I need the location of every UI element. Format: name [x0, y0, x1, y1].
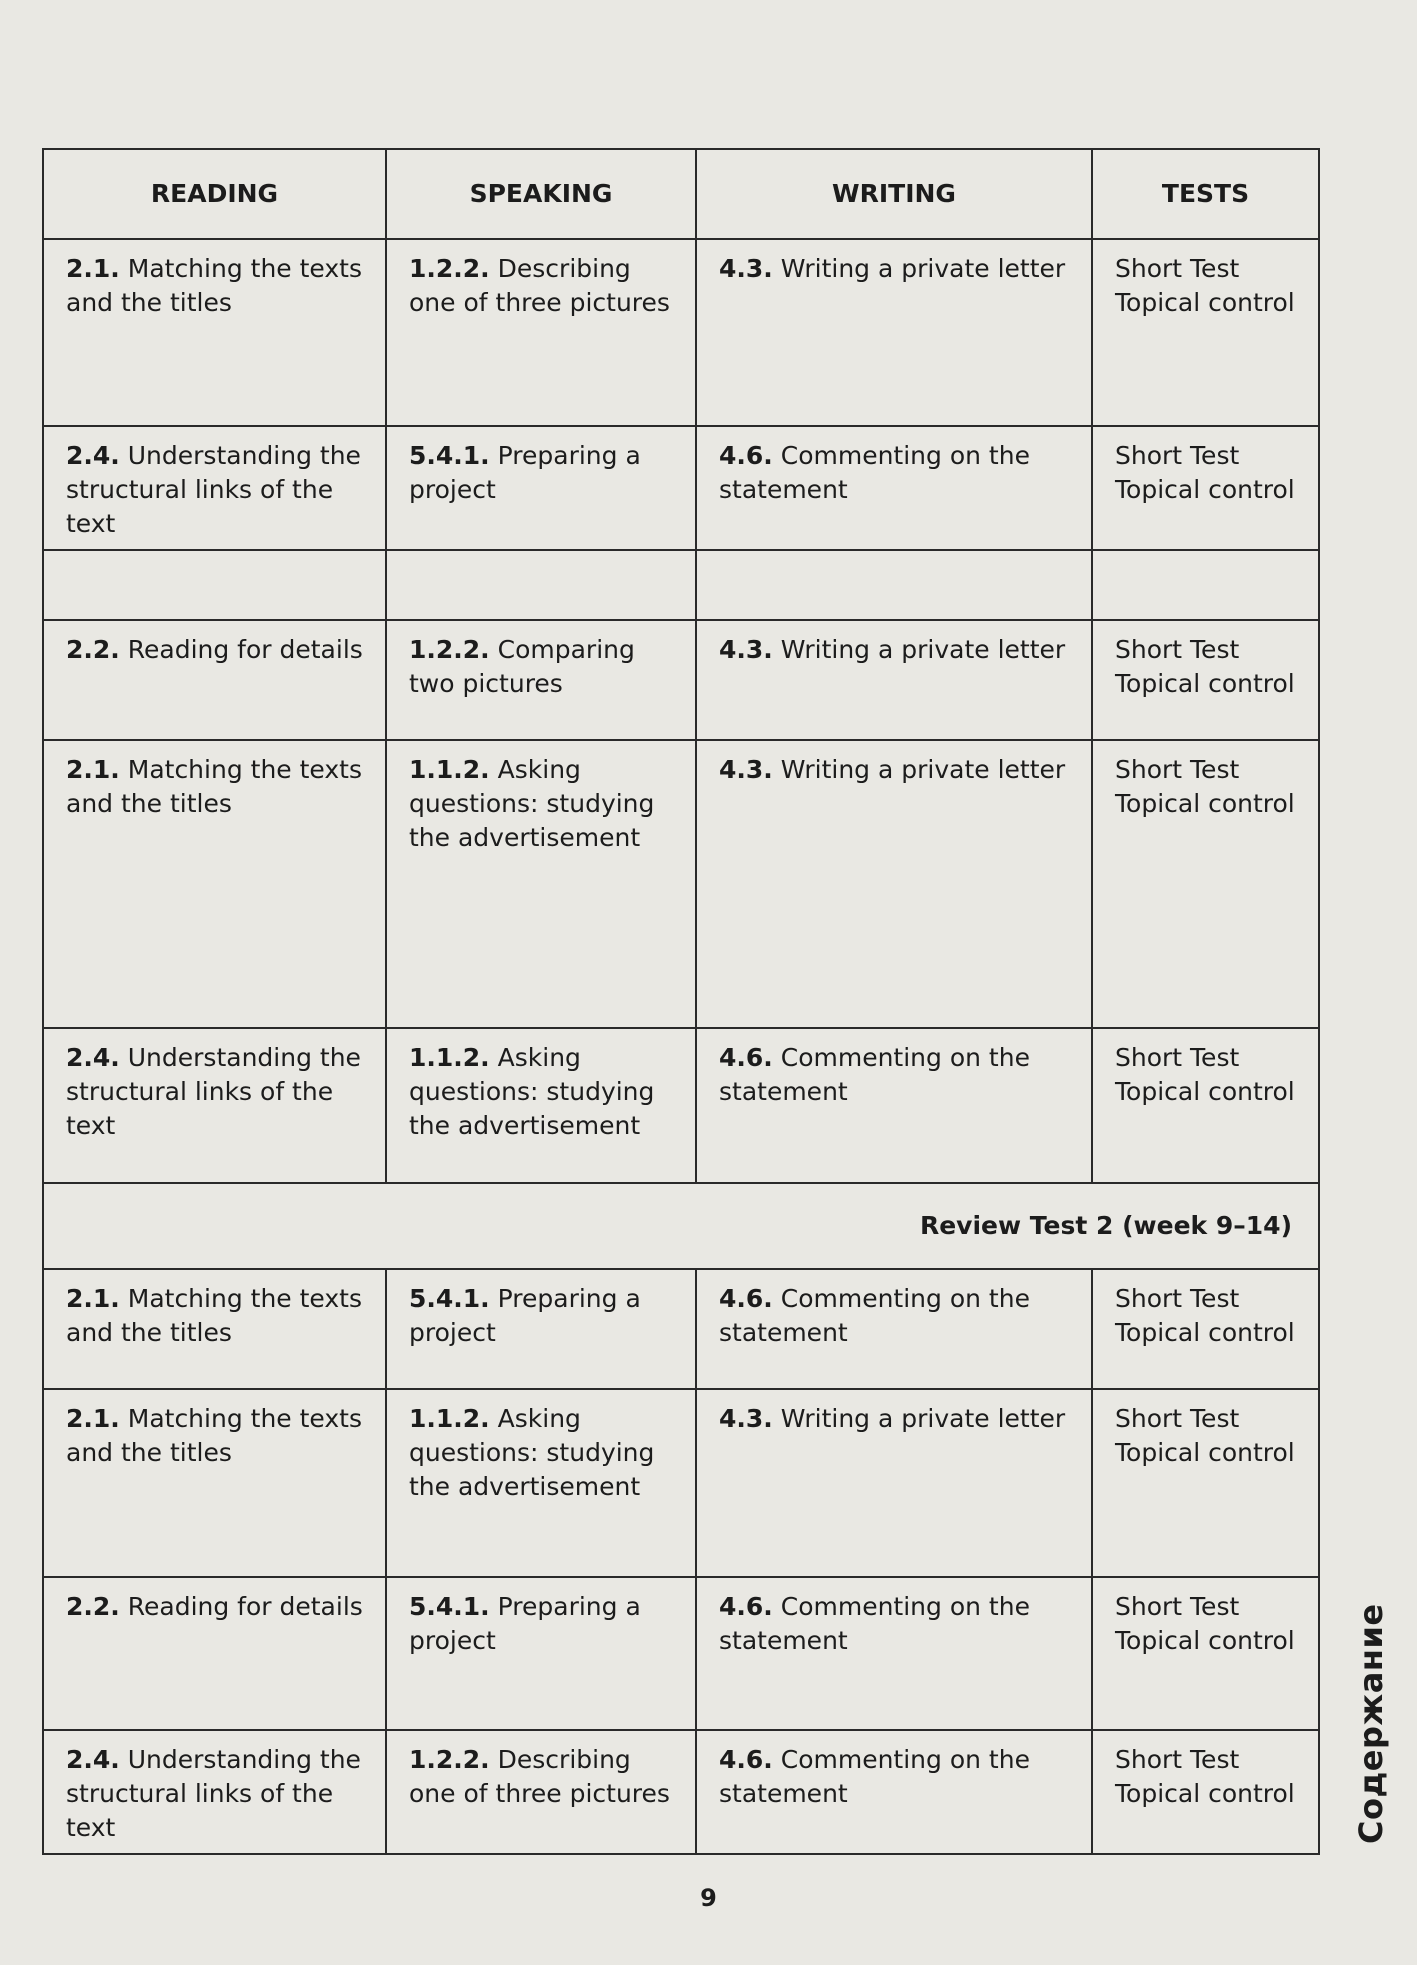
curriculum-table — [42, 148, 1320, 1855]
writing-cell — [696, 620, 1092, 740]
skill-number: 4.3. — [719, 755, 773, 784]
skill-text: Reading for details — [127, 1592, 363, 1621]
skill-number: 5.4.1. — [409, 441, 490, 470]
reading-cell — [43, 1730, 386, 1854]
skill-number: 2.1. — [66, 1404, 120, 1433]
skill-text: Understanding the structural links of the text — [66, 441, 361, 538]
tests-cell — [1092, 1389, 1319, 1577]
skill-text: Matching the texts and the titles — [66, 254, 362, 317]
skill-number: 1.1.2. — [409, 755, 490, 784]
test-type: Short Test — [1115, 1592, 1240, 1621]
header-writing: WRITING — [696, 149, 1092, 239]
skill-text: Writing a private letter — [780, 755, 1066, 784]
table-row — [43, 1577, 1319, 1730]
skill-number: 4.6. — [719, 1043, 773, 1072]
skill-number: 5.4.1. — [409, 1284, 490, 1313]
blank-row — [43, 550, 1319, 620]
writing-cell — [696, 1389, 1092, 1577]
test-type: Short Test — [1115, 1404, 1240, 1433]
test-type: Short Test — [1115, 755, 1240, 784]
table-row — [43, 1730, 1319, 1854]
test-control: Topical control — [1115, 789, 1295, 818]
test-control: Topical control — [1115, 1077, 1295, 1106]
header-tests: TESTS — [1092, 149, 1319, 239]
skill-number: 2.1. — [66, 254, 120, 283]
skill-number: 1.1.2. — [409, 1043, 490, 1072]
skill-text: Commenting on the statement — [719, 441, 1030, 504]
skill-number: 2.1. — [66, 1284, 120, 1313]
speaking-cell — [386, 740, 696, 1028]
skill-number: 1.1.2. — [409, 1404, 490, 1433]
tests-cell — [1092, 239, 1319, 426]
skill-text: Commenting on the statement — [719, 1745, 1030, 1808]
test-control: Topical control — [1115, 1626, 1295, 1655]
test-control: Topical control — [1115, 1438, 1295, 1467]
skill-number: 2.4. — [66, 1043, 120, 1072]
tests-cell — [1092, 1730, 1319, 1854]
speaking-cell — [386, 426, 696, 550]
reading-cell — [43, 239, 386, 426]
writing-cell — [696, 1730, 1092, 1854]
skill-text: Matching the texts and the titles — [66, 1284, 362, 1347]
speaking-cell — [386, 239, 696, 426]
skill-text: Commenting on the statement — [719, 1592, 1030, 1655]
speaking-cell — [386, 1730, 696, 1854]
skill-text: Asking questions: studying the advertisement — [409, 755, 655, 852]
skill-text: Understanding the structural links of the text — [66, 1745, 361, 1842]
writing-cell — [696, 1269, 1092, 1389]
writing-cell — [696, 1577, 1092, 1730]
test-type: Short Test — [1115, 441, 1240, 470]
skill-text: Matching the texts and the titles — [66, 755, 362, 818]
test-control: Topical control — [1115, 669, 1295, 698]
speaking-cell — [386, 620, 696, 740]
speaking-cell — [386, 1577, 696, 1730]
test-type: Short Test — [1115, 254, 1240, 283]
skill-text: Describing one of three pictures — [409, 254, 670, 317]
skill-number: 4.6. — [719, 441, 773, 470]
tests-cell — [1092, 1269, 1319, 1389]
test-type: Short Test — [1115, 1043, 1240, 1072]
table-row — [43, 426, 1319, 550]
table-row — [43, 1269, 1319, 1389]
speaking-cell — [386, 1028, 696, 1183]
tests-cell — [1092, 1028, 1319, 1183]
skill-text: Commenting on the statement — [719, 1043, 1030, 1106]
skill-text: Asking questions: studying the advertisement — [409, 1404, 655, 1501]
speaking-cell — [386, 1269, 696, 1389]
reading-cell — [43, 1389, 386, 1577]
tests-cell — [1092, 620, 1319, 740]
test-control: Topical control — [1115, 1318, 1295, 1347]
tests-cell — [1092, 426, 1319, 550]
skill-text: Describing one of three pictures — [409, 1745, 670, 1808]
test-control: Topical control — [1115, 1779, 1295, 1808]
skill-number: 2.2. — [66, 1592, 120, 1621]
page-number: 9 — [700, 1884, 717, 1912]
skill-text: Commenting on the statement — [719, 1284, 1030, 1347]
skill-number: 4.6. — [719, 1284, 773, 1313]
table-row — [43, 1028, 1319, 1183]
table-row — [43, 1389, 1319, 1577]
writing-cell — [696, 1028, 1092, 1183]
reading-cell — [43, 740, 386, 1028]
reading-cell — [43, 1269, 386, 1389]
writing-cell — [696, 426, 1092, 550]
test-type: Short Test — [1115, 635, 1240, 664]
skill-number: 4.3. — [719, 254, 773, 283]
test-control: Topical control — [1115, 288, 1295, 317]
skill-text: Writing a private letter — [780, 254, 1066, 283]
skill-text: Writing a private letter — [780, 1404, 1066, 1433]
section-side-label: Содержание — [1352, 1603, 1390, 1844]
test-control: Topical control — [1115, 475, 1295, 504]
skill-number: 5.4.1. — [409, 1592, 490, 1621]
skill-number: 1.2.2. — [409, 635, 490, 664]
skill-text: Preparing a project — [409, 441, 641, 504]
tests-cell — [1092, 740, 1319, 1028]
writing-cell — [696, 740, 1092, 1028]
reading-cell — [43, 620, 386, 740]
speaking-cell — [386, 1389, 696, 1577]
table-row — [43, 620, 1319, 740]
reading-cell — [43, 426, 386, 550]
skill-number: 2.1. — [66, 755, 120, 784]
skill-number: 4.3. — [719, 635, 773, 664]
skill-number: 2.2. — [66, 635, 120, 664]
empty-cell — [43, 550, 386, 620]
empty-cell — [1092, 550, 1319, 620]
empty-cell — [386, 550, 696, 620]
skill-text: Preparing a project — [409, 1592, 641, 1655]
skill-number: 1.2.2. — [409, 254, 490, 283]
header-row — [43, 149, 1319, 239]
skill-number: 2.4. — [66, 1745, 120, 1774]
skill-number: 4.3. — [719, 1404, 773, 1433]
skill-number: 2.4. — [66, 441, 120, 470]
test-type: Short Test — [1115, 1745, 1240, 1774]
skill-text: Preparing a project — [409, 1284, 641, 1347]
tests-cell — [1092, 1577, 1319, 1730]
skill-text: Matching the texts and the titles — [66, 1404, 362, 1467]
writing-cell — [696, 239, 1092, 426]
header-speaking: SPEAKING — [386, 149, 696, 239]
skill-number: 4.6. — [719, 1592, 773, 1621]
curriculum-table-wrapper — [42, 148, 1318, 1840]
skill-text: Comparing two pictures — [409, 635, 635, 698]
skill-number: 4.6. — [719, 1745, 773, 1774]
reading-cell — [43, 1577, 386, 1730]
skill-number: 1.2.2. — [409, 1745, 490, 1774]
review-row — [43, 1183, 1319, 1269]
skill-text: Writing a private letter — [780, 635, 1066, 664]
skill-text: Reading for details — [127, 635, 363, 664]
skill-text: Understanding the structural links of the text — [66, 1043, 361, 1140]
empty-cell — [696, 550, 1092, 620]
reading-cell — [43, 1028, 386, 1183]
table-row — [43, 740, 1319, 1028]
review-test-label: Review Test 2 (week 9–14) — [43, 1183, 1319, 1269]
header-reading: READING — [43, 149, 386, 239]
table-row — [43, 239, 1319, 426]
test-type: Short Test — [1115, 1284, 1240, 1313]
skill-text: Asking questions: studying the advertisement — [409, 1043, 655, 1140]
